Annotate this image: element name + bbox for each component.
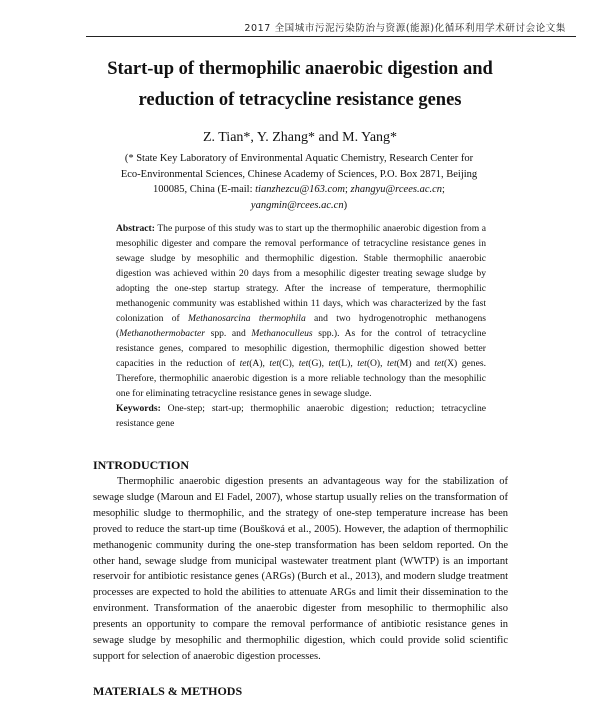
gene-name: tet (387, 358, 397, 369)
gene-suffix: (O), (366, 358, 388, 369)
gene-name: tet (328, 358, 339, 369)
running-header: 2017 全国城市污泥污染防治与资源(能源)化循环利用学术研讨会论文集 (244, 23, 566, 34)
keywords-text: One-step; start-up; thermophilic anaerobic digestion; reduction; tetracycline resistance gene (116, 403, 486, 429)
abstract (116, 221, 486, 431)
gene-name: tet (357, 358, 367, 369)
header-rule (86, 36, 576, 37)
introduction-heading: INTRODUCTION (93, 458, 190, 472)
abstract-paragraph (116, 221, 486, 401)
gene-suffix: (C), (279, 358, 299, 369)
species-name: Methanothermobacter (119, 328, 205, 339)
keywords-label: Keywords: (116, 403, 161, 414)
affiliation-line-3: 100085, China (E-mail: (153, 184, 256, 195)
affiliation (110, 151, 488, 213)
paper-title-line-2: reduction of tetracycline resistance genes (138, 90, 462, 110)
species-name: Methanosarcina thermophila (188, 313, 306, 324)
gene-name: tet (434, 358, 444, 369)
abstract-label: Abstract: (116, 223, 155, 234)
introduction-body: Thermophilic anaerobic digestion presents an advantageous way for the stabilization of sewage sludge (Maroun and El Fadel, 2007), whose startup usually relies on the transformation of mesophilic sludge to thermophilic, and the strategy of one-step temperature increase has been proved to reduce the start-up time (Boušková et al., 2005). However, the adaption of thermophilic methanogenic community during the one-step transformation has been seldom reported. On the other hand, sewage sludge from municipal wastewater treatment plant (WWTP) is an important reservoir for antibiotic resistance genes (ARGs) (Burch et al., 2013), and modern sludge treatment processes are expected to hold the abilities to attenuate ARGs and limit their dissemination to the environment. Transformation of the anaerobic digester from mesophilic to thermophilic also presents an opportunity to compare the removal performance of antibiotic resistance genes in sewage sludge by mesophilic and thermophilic digestion, which could provide solid scientific support for selection of anaerobic digestion processes. (93, 476, 508, 662)
gene-name: tet (269, 358, 280, 369)
affiliation-close: ) (343, 199, 348, 211)
gene-suffix: (A), (249, 358, 270, 369)
abstract-text: The purpose of this study was to start up the thermophilic anaerobic digestion from a mesophilic digester and compare the removal performance of tetracycline resistance genes in sewage sludge by mesophilic and thermophilic digestion. Stable thermophilic anaerobic digestion was achieved within 20 days from a mesophilic digester treating sewage sludge by adopting the one-step startup strategy. After the increase of temperature, thermophilic methanogenic community was established within 11 days, which was characterized by the fast colonization of (116, 223, 486, 324)
keywords (116, 401, 486, 431)
email-separator: ; (344, 184, 351, 195)
paper-title-line-1: Start-up of thermophilic anaerobic digestion and (107, 59, 493, 79)
methods-heading: MATERIALS & METHODS (93, 684, 243, 698)
gene-suffix: (G), (308, 358, 329, 369)
email-link[interactable]: yangmin@rcees.ac.cn (250, 199, 344, 211)
species-name: Methanoculleus (251, 328, 313, 339)
affiliation-line-2: Eco-Environmental Sciences, Chinese Academy of Sciences, P.O. Box 2871, Beijing (120, 168, 478, 180)
authors: Z. Tian*, Y. Zhang* and M. Yang* (202, 130, 398, 145)
abstract-text: spp. and (205, 328, 252, 339)
gene-suffix: (X) genes. Therefore, thermophilic anaerobic digestion is a more reliable technology than the mesophilic one for eliminating tetracycline resistance genes in sewage sludge. (116, 358, 486, 399)
email-separator: ; (442, 184, 445, 195)
abstract-text: spp.). As for the control of tetracycline resistance genes, compared to mesophilic digestion, thermophilic digestion showed better capacities in the reduction of (116, 328, 486, 369)
email-link[interactable]: zhangyu@rcees.ac.cn (350, 184, 443, 195)
email-link[interactable]: tianzhezcu@163.com (255, 184, 345, 195)
affiliation-line-1: (* State Key Laboratory of Environmental Aquatic Chemistry, Research Center for (124, 153, 474, 164)
gene-name: tet (298, 358, 309, 369)
gene-suffix: (L), (338, 358, 358, 369)
abstract-text: and two hydrogenotrophic methanogens ( (116, 313, 487, 339)
gene-name: tet (239, 358, 250, 369)
gene-suffix: (M) and (396, 358, 435, 369)
